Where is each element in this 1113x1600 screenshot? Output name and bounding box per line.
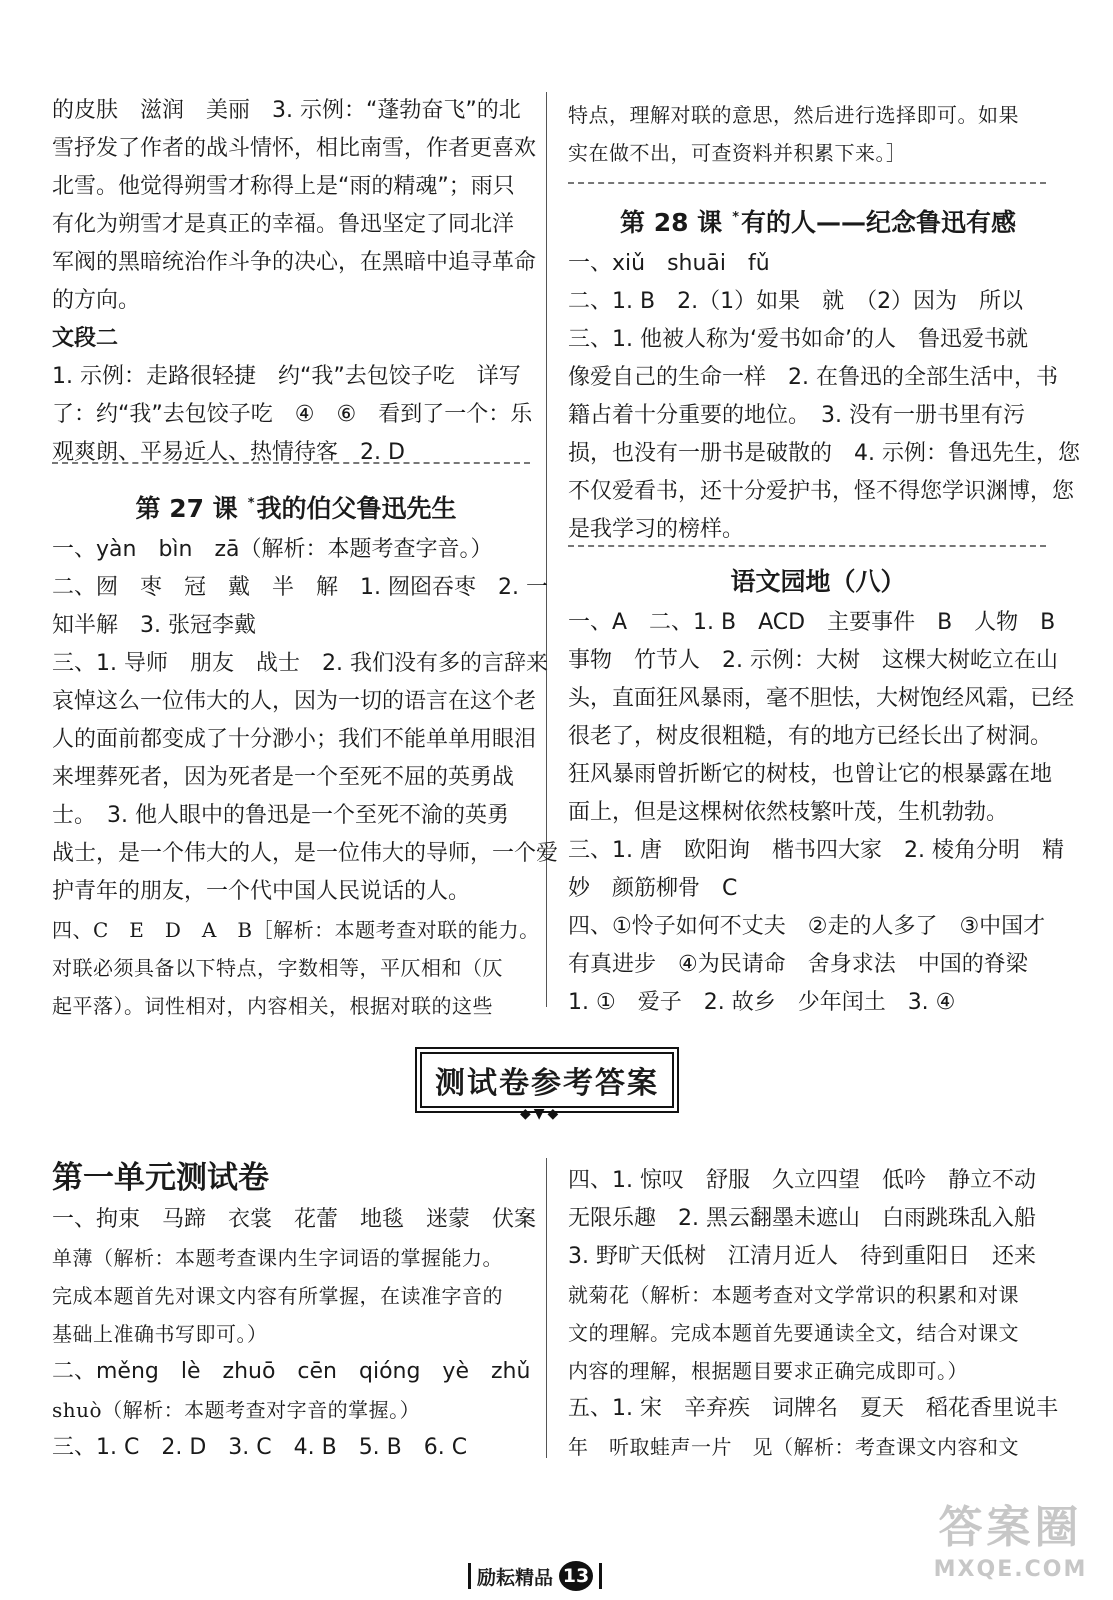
analysis-line: 文的理解。完成本题首先要通读全文，结合对课文 xyxy=(568,1321,1019,1345)
column-divider-bottom xyxy=(546,1158,547,1458)
section-divider xyxy=(52,462,530,464)
answer-line: 三、1. 导师 朋友 战士 2. 我们没有多的言辞来 xyxy=(52,651,548,676)
answer-line: 1. ① 爱子 2. 故乡 少年闰土 3. ④ xyxy=(568,990,956,1015)
footer-bar-left xyxy=(468,1563,471,1589)
answer-line: 3. 野旷天低树 江清月近人 待到重阳日 还来 xyxy=(568,1244,1036,1269)
analysis-line: 特点，理解对联的意思，然后进行选择即可。如果 xyxy=(568,103,1019,127)
watermark-logo xyxy=(918,1500,1103,1595)
footer-logo xyxy=(440,1560,630,1592)
answer-line: 一、yàn bìn zā（解析：本题考查字音。） xyxy=(52,537,493,562)
answer-line: 狂风暴雨曾折断它的树枝，也曾让它的根暴露在地 xyxy=(568,762,1053,787)
text-line: 了：约“我”去包饺子吃 ④ ⑥ 看到了一个：乐 xyxy=(52,402,533,427)
analysis-line: 单薄（解析：本题考查课内生字词语的掌握能力。 xyxy=(52,1246,503,1270)
answer-line: 二、囫 枣 冠 戴 半 解 1. 囫囵吞枣 2. 一 xyxy=(52,575,548,600)
answer-line: 很老了，树皮很粗糙，有的地方已经长出了树洞。 xyxy=(568,724,1053,749)
analysis-line: 年 听取蛙声一片 见（解析：考查课文内容和文 xyxy=(568,1435,1019,1459)
banner-ornament-icon: ◆▼◆ xyxy=(520,1106,562,1122)
lesson-title: 有的人——纪念鲁迅有感 xyxy=(741,208,1017,237)
answer-line: 无限乐趣 2. 黑云翻墨未遮山 白雨跳珠乱入船 xyxy=(568,1206,1036,1231)
lesson-heading xyxy=(52,482,540,531)
answer-line: 三、1. C 2. D 3. C 4. B 5. B 6. C xyxy=(52,1435,468,1460)
column-divider-top xyxy=(546,92,547,1007)
answer-line: 哀悼这么一位伟大的人，因为一切的语言在这个老 xyxy=(52,689,537,714)
answer-line: 战士，是一个伟大的人，是一位伟大的导师，一个爱 xyxy=(52,841,559,866)
answer-line: 一、拘束 马蹄 衣裳 花蕾 地毯 迷蒙 伏案 xyxy=(52,1207,537,1232)
section-divider xyxy=(568,545,1046,547)
analysis-line: 四、C E D A B［解析：本题考查对联的能力。 xyxy=(52,918,540,942)
lesson-title: 我的伯父鲁迅先生 xyxy=(256,494,457,523)
answer-line: 头，直面狂风暴雨，毫不胆怯，大树饱经风霜，已经 xyxy=(568,686,1075,711)
analysis-line: 内容的理解，根据题目要求正确完成即可。） xyxy=(568,1359,968,1383)
answer-line: 二、měng lè zhuō cēn qióng yè zhǔ xyxy=(52,1359,531,1384)
answer-line: 四、①怜子如何不丈夫 ②走的人多了 ③中国才 xyxy=(568,914,1046,939)
answer-line: 来埋葬死者，因为死者是一个至死不屈的英勇战 xyxy=(52,765,515,790)
text-line: 1. 示例：走路很轻捷 约“我”去包饺子吃 详写 xyxy=(52,364,521,389)
analysis-line: 就菊花（解析：本题考查对文学常识的积累和对课 xyxy=(568,1283,1019,1307)
analysis-line: 基础上准确书写即可。） xyxy=(52,1322,268,1346)
answer-line: 人的面前都变成了十分渺小；我们不能单单用眼泪 xyxy=(52,727,537,752)
lesson-27 xyxy=(52,482,559,1025)
answer-line: 三、1. 唐 欧阳询 楷书四大家 2. 棱角分明 精 xyxy=(568,838,1064,863)
section-divider xyxy=(568,182,1046,184)
text-line: 雪抒发了作者的战斗情怀，相比南雪，作者更喜欢 xyxy=(52,136,537,161)
answer-line: 知半解 3. 张冠李戴 xyxy=(52,613,256,638)
lesson-28 xyxy=(568,196,1080,549)
unit1-left-column xyxy=(52,1155,540,1467)
answer-key-banner: 测试卷参考答案 xyxy=(420,1052,674,1108)
watermark-text: 答案圈 xyxy=(938,1502,1083,1553)
answer-line: 士。 3. 他人眼中的鲁迅是一个至死不渝的英勇 xyxy=(52,803,509,828)
answer-line: 籍占着十分重要的地位。 3. 没有一册书里有污 xyxy=(568,403,1025,428)
lesson-number: 第 27 课 xyxy=(135,494,238,523)
top-right-column xyxy=(568,96,1068,172)
analysis-line: 实在做不出，可查资料并积累下来。］ xyxy=(568,141,907,165)
answer-line: 二、1. B 2.（1）如果 就 （2）因为 所以 xyxy=(568,289,1024,314)
answer-line: 面上，但是这棵树依然枝繁叶茂，生机勃勃。 xyxy=(568,800,1009,825)
analysis-line: 对联必须具备以下特点，字数相等，平仄相和（仄 xyxy=(52,956,503,980)
unit1-right-lines xyxy=(568,1162,1068,1466)
watermark-url: MXQE.COM xyxy=(933,1557,1088,1582)
text-line: 观爽朗、平易近人、热情待客 2. D xyxy=(52,440,405,465)
text-line: 的方向。 xyxy=(52,288,141,313)
lesson-heading xyxy=(568,196,1068,245)
answer-line: 不仅爱看书，还十分爱护书，怪不得您学识渊博，您 xyxy=(568,479,1075,504)
text-line: 的皮肤 滋润 美丽 3. 示例：“蓬勃奋飞”的北 xyxy=(52,98,521,123)
analysis-line: 完成本题首先对课文内容有所掌握，在读准字音的 xyxy=(52,1284,503,1308)
star-mark: * xyxy=(732,210,739,225)
answer-line: 五、1. 宋 辛弃疾 词牌名 夏天 稻花香里说丰 xyxy=(568,1396,1058,1421)
text-line: 北雪。他觉得朔雪才称得上是“雨的精魂”；雨只 xyxy=(52,174,515,199)
lesson-number: 第 28 课 xyxy=(619,208,723,237)
section-title: 语文园地（八） xyxy=(730,567,906,596)
answer-line: 四、1. 惊叹 舒服 久立四望 低吟 静立不动 xyxy=(568,1168,1036,1193)
unit1-right-column xyxy=(568,1162,1068,1466)
answer-line: 像爱自己的生命一样 2. 在鲁迅的全部生活中，书 xyxy=(568,365,1058,390)
footer-bar-right xyxy=(599,1563,602,1589)
answer-line: 有真进步 ④为民请命 舍身求法 中国的脊梁 xyxy=(568,952,1028,977)
answer-line: 损，也没有一册书是破散的 4. 示例：鲁迅先生，您 xyxy=(568,441,1080,466)
answer-line: 事物 竹节人 2. 示例：大树 这棵大树屹立在山 xyxy=(568,648,1058,673)
analysis-line: 起平落）。词性相对，内容相关，根据对联的这些 xyxy=(52,994,493,1018)
brand-name: 励耘精品 xyxy=(476,1566,553,1589)
page-number: 13 xyxy=(559,1561,593,1591)
unit-title: 第一单元测试卷 xyxy=(52,1160,269,1196)
answer-line: 妙 颜筋柳骨 C xyxy=(568,876,738,901)
analysis-line: shuò（解析：本题考查对字音的掌握。） xyxy=(52,1398,421,1422)
unit1-left-lines xyxy=(52,1201,540,1467)
star-mark: * xyxy=(247,496,255,511)
section-heading: 文段二 xyxy=(52,326,119,351)
top-left-column xyxy=(52,92,540,472)
text-line: 军阀的黑暗统治作斗争的决心，在黑暗中追寻革命 xyxy=(52,250,537,275)
answer-line: 三、1. 他被人称为‘爱书如命’的人 鲁迅爱书就 xyxy=(568,327,1028,352)
answer-line: 一、xiǔ shuāi fǔ xyxy=(568,251,770,276)
text-line: 有化为朔雪才是真正的幸福。鲁迅坚定了同北洋 xyxy=(52,212,515,237)
answer-line: 护青年的朋友，一个代中国人民说话的人。 xyxy=(52,879,471,904)
answer-line: 是我学习的榜样。 xyxy=(568,517,745,542)
answer-line: 一、A 二、1. B ACD 主要事件 B 人物 B xyxy=(568,610,1056,635)
chinese-garden-8 xyxy=(568,560,1075,1022)
